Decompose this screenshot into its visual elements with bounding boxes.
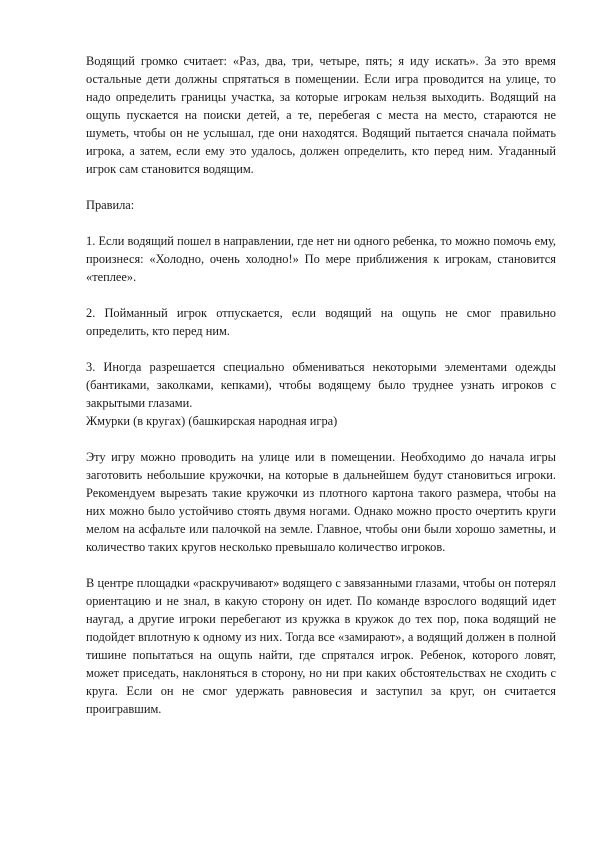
rule-item-1: 1. Если водящий пошел в направлении, где нет ни одного ребенка, то можно помочь ему, произнеся: «Холодно, очень холодно!» По мере приближения к игрокам, становится «теплее».: [86, 234, 556, 284]
rule-item-2: 2. Пойманный игрок отпускается, если водящий на ощупь не смог правильно определить, кто перед ним.: [86, 306, 556, 338]
document-page: [86, 52, 556, 718]
rule-item-3: 3. Иногда разрешается специально обмениваться некоторыми элементами одежды (бантиками, заколками, кепками), чтобы водящему было труднее узнать игроков с закрытыми глазами.: [86, 360, 556, 410]
intro-paragraph: Водящий громко считает: «Раз, два, три, четыре, пять; я иду искать». За это время остальные дети должны спрятаться в помещении. Если игра проводится на улице, то надо определить границы участка, за которые игрокам нельзя выходить. Водящий на ощупь пускается на поиски детей, а те, перебегая с места на место, стараются не шуметь, чтобы он не услышал, где они находятся. Водящий пытается сначала поймать игрока, а затем, если ему это удалось, должен определить, кто перед ним. Угаданный игрок сам становится водящим.: [86, 54, 556, 176]
rules-heading: Правила:: [86, 198, 135, 212]
game-title: Жмурки (в кругах) (башкирская народная игра): [86, 414, 338, 428]
game-paragraph-2: В центре площадки «раскручивают» водящего с завязанными глазами, чтобы он потерял ориентацию и не знал, в какую сторону он идет. По команде взрослого водящий идет наугад, а другие игроки перебегают из кружка в кружок до тех пор, пока водящий не подойдет вплотную к одному из них. Тогда все «замирают», а водящий должен в полной тишине попытаться на ощупь найти, где спрятался игрок. Ребенок, которого ловят, может приседать, наклоняться в сторону, но ни при каких обстоятельствах не сходить с круга. Если он не смог удержать равновесия и заступил за круг, он считается проигравшим.: [86, 576, 556, 716]
game-paragraph-1: Эту игру можно проводить на улице или в помещении. Необходимо до начала игры заготовить небольшие кружочки, на которые в дальнейшем будут становиться игроки. Рекомендуем вырезать такие кружочки из плотного картона такого размера, чтобы на них можно было устойчиво стоять двумя ногами. Однако можно просто очертить круги мелом на асфальте или палочкой на земле. Главное, чтобы они были хорошо заметны, и количество таких кругов несколько превышало количество игроков.: [86, 450, 556, 554]
